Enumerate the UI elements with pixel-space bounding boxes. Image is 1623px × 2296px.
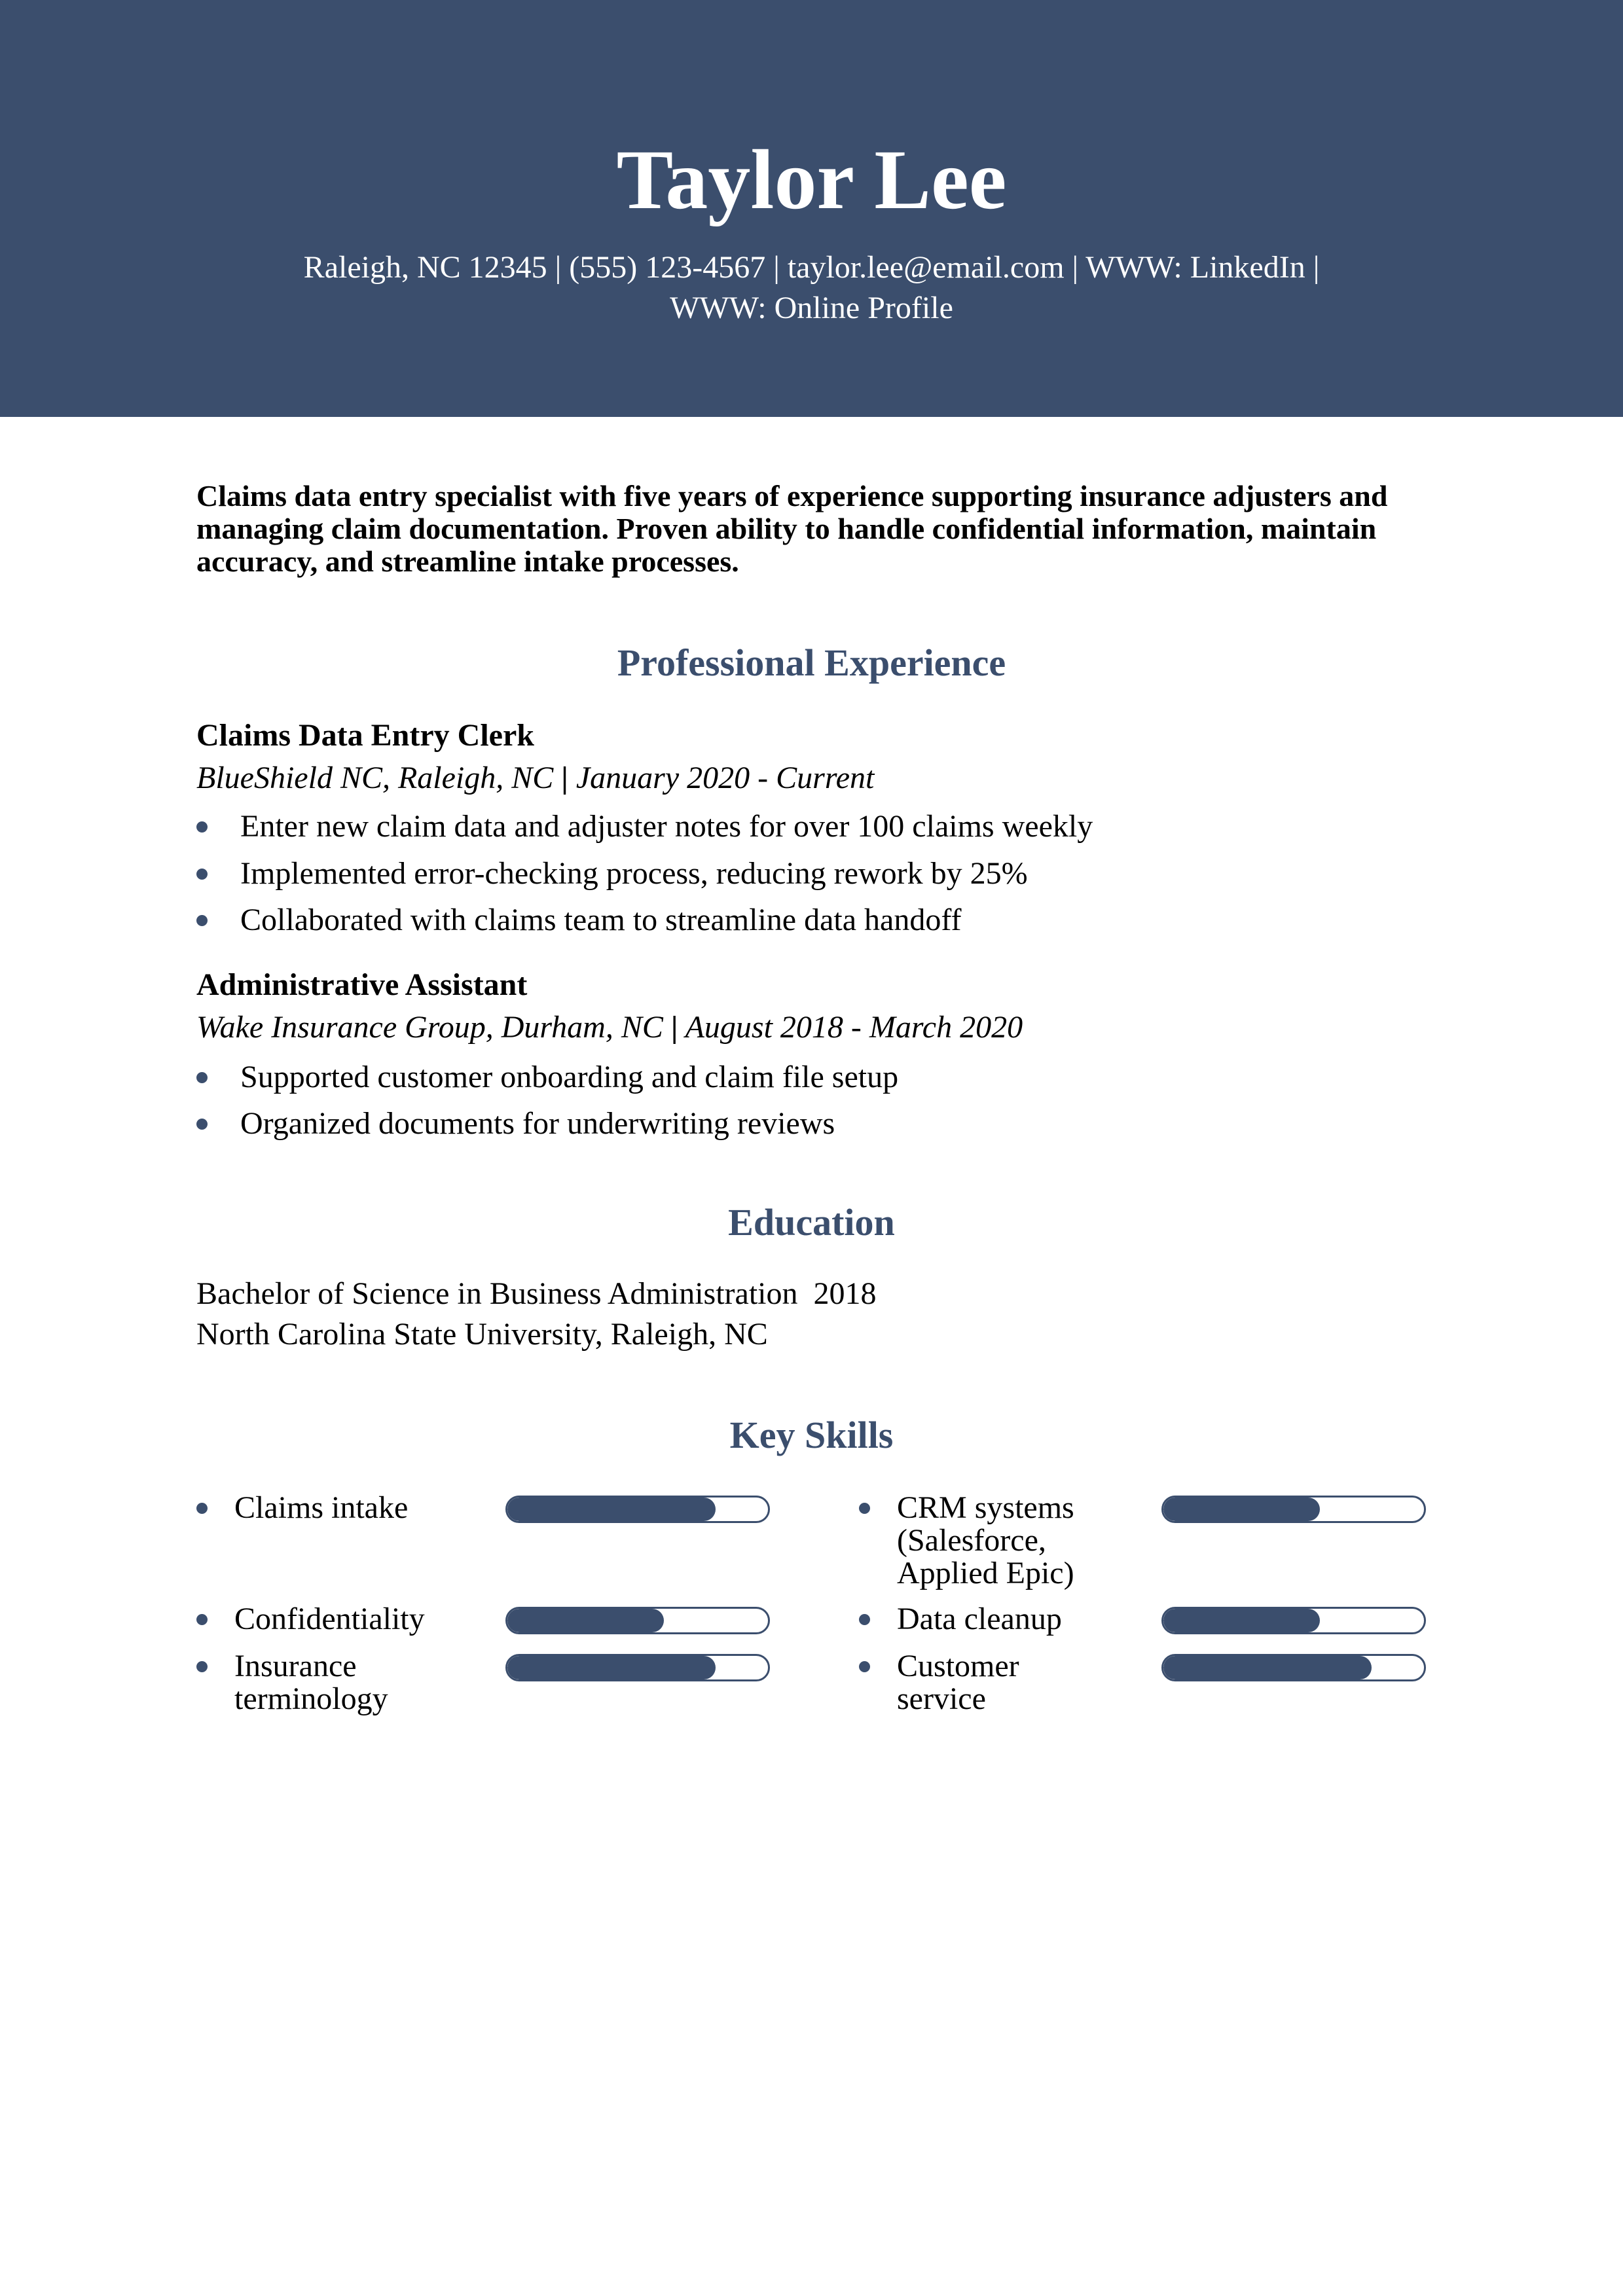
bullet-icon [196,1503,208,1514]
education-degree: Bachelor of Science in Business Administration 2018 [196,1276,877,1311]
bullet-icon [196,1661,208,1672]
skill-level-bar [505,1496,770,1523]
job-meta [196,1008,1023,1047]
skill-level-fill [507,1498,716,1521]
separator: | [561,761,568,795]
skill-label: Claims intake [234,1490,409,1525]
skill-level-bar [505,1654,770,1681]
bullet-icon [196,869,208,880]
contact-info [196,247,1427,329]
professional-summary: Claims data entry specialist with five years of experience supporting insurance adjusters and managing claim documentation. Proven ability to handle confidential information, maintain accuracy, and streamline intake processes. [196,479,1388,578]
education-school: North Carolina State University, Raleigh, NC [196,1317,768,1352]
bullet-text: Implemented error-checking process, reducing rework by 25% [240,856,1028,891]
bullet-icon [859,1661,870,1672]
skill-label: CRM systems (Salesforce, Applied Epic) [897,1490,1074,1590]
bullet-icon [196,1072,208,1083]
candidate-name: Taylor Lee [616,133,1007,227]
job-company: BlueShield NC, Raleigh, NC [196,761,554,795]
bullet-text: Supported customer onboarding and claim file setup [240,1060,899,1094]
skill-level-fill [1163,1498,1320,1521]
skill-level-fill [507,1656,716,1679]
bullet-text: Organized documents for underwriting reviews [240,1106,835,1141]
skill-level-fill [1163,1656,1372,1679]
bullet-icon [196,915,208,926]
skill-label: Customer service [897,1649,1019,1716]
bullet-icon [859,1503,870,1514]
skill-level-fill [507,1609,664,1632]
job-dates: August 2018 - March 2020 [685,1010,1023,1045]
section-title-skills: Key Skills [729,1414,894,1456]
skill-level-bar [1161,1654,1426,1681]
job-meta [196,759,874,798]
skill-label: Confidentiality [234,1602,425,1636]
skill-level-bar [1161,1607,1426,1634]
skill-level-fill [1163,1609,1320,1632]
section-title-experience: Professional Experience [617,641,1006,684]
separator: | [670,1010,678,1045]
job-title: Claims Data Entry Clerk [196,718,534,753]
bullet-icon [859,1614,870,1625]
bullet-icon [196,1614,208,1625]
skill-label: Data cleanup [897,1602,1062,1636]
bullet-icon [196,1119,208,1130]
job-dates: January 2020 - Current [575,761,875,795]
contact-line-2: WWW: Online Profile [670,291,953,325]
contact-line-1: Raleigh, NC 12345 | (555) 123-4567 | taylor.lee@email.com | WWW: LinkedIn | [303,250,1320,285]
skill-label: Insurance terminology [234,1649,388,1716]
bullet-text: Collaborated with claims team to streamline data handoff [240,903,962,937]
job-company: Wake Insurance Group, Durham, NC [196,1010,663,1045]
section-title-education: Education [728,1201,895,1244]
header-banner [0,0,1623,417]
bullet-icon [196,821,208,833]
skill-level-bar [1161,1496,1426,1523]
skill-level-bar [505,1607,770,1634]
bullet-text: Enter new claim data and adjuster notes for over 100 claims weekly [240,809,1093,844]
job-title: Administrative Assistant [196,967,528,1002]
